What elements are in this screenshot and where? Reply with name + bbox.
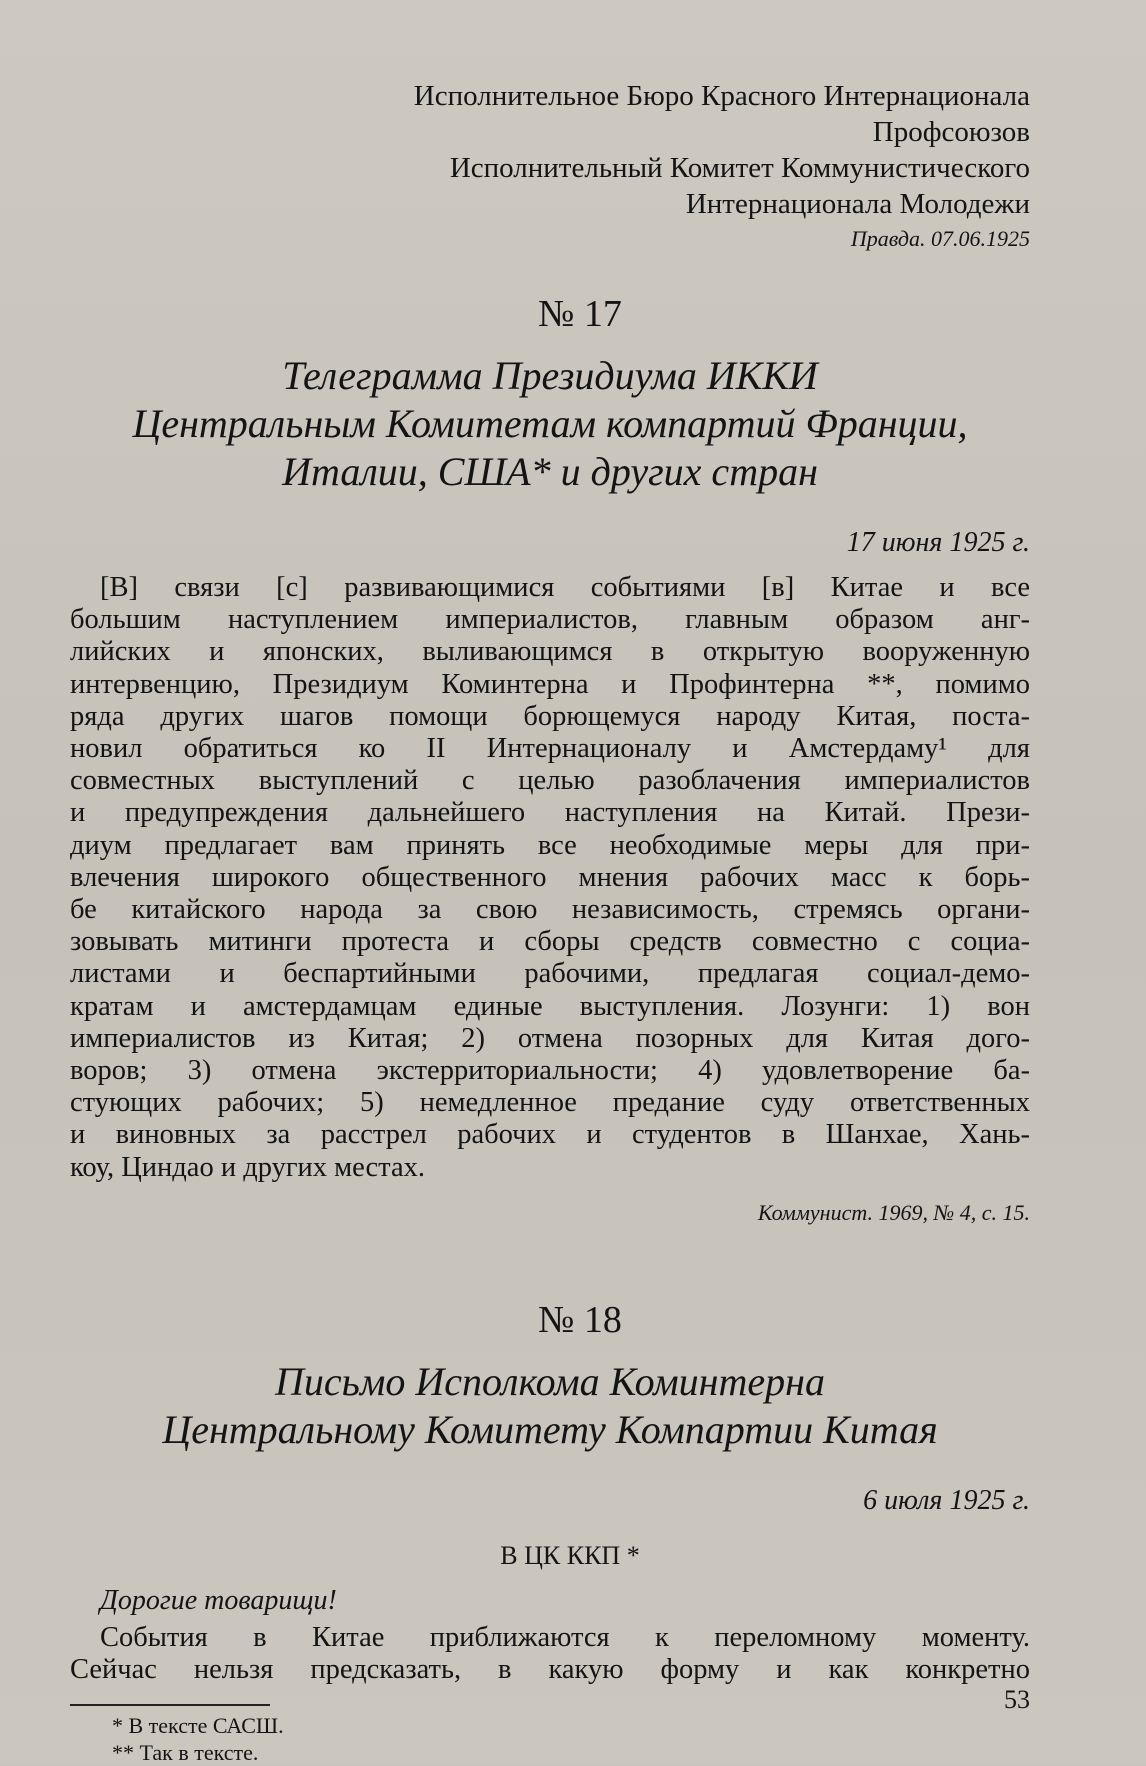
doc18-greeting: Дорогие товарищи! [100, 1584, 337, 1616]
footnotes [70, 1712, 1030, 1766]
footnote-divider [70, 1704, 270, 1706]
doc17-number: № 17 [538, 293, 622, 335]
body-line: Сейчас нельзя предсказать, в какую форму и как конкретно [70, 1654, 1030, 1686]
doc18-title [70, 1358, 1030, 1454]
body-line: новил обратиться ко II Интернационалу и Амстердаму¹ для [70, 733, 1030, 765]
doc17-date: 17 июня 1925 г. [846, 527, 1030, 558]
body-line: коу, Циндао и других местах. [70, 1151, 426, 1183]
doc17-title-line: Центральным Комитетам компартий Франции, [132, 401, 968, 446]
body-line: кратам и амстердамцам единые выступления. Лозунги: 1) вон [70, 990, 1030, 1022]
body-line: большим наступлением империалистов, главным образом анг- [70, 604, 1030, 636]
body-line: влечения широкого общественного мнения рабочих масс к борь- [70, 861, 1030, 893]
body-line: стующих рабочих; 5) немедленное предание суду ответственных [70, 1087, 1030, 1119]
body-line: листами и беспартийными рабочими, предлагая социал-демо- [70, 958, 1030, 990]
body-line: и предупреждения дальнейшего наступления на Китай. Прези- [70, 797, 1030, 829]
body-line: зовывать митинги протеста и сборы средств совместно с социа- [70, 926, 1030, 958]
header-line: Исполнительное Бюро Красного Интернационала [413, 80, 1030, 112]
doc17-citation: Коммунист. 1969, № 4, с. 15. [757, 1199, 1030, 1225]
header-line: Профсоюзов [872, 116, 1030, 148]
body-line: бе китайского народа за свою независимость, стремясь органи- [70, 894, 1030, 926]
doc18-title-line: Центральному Комитету Компартии Китая [162, 1406, 938, 1452]
doc18-title-line: Письмо Исполкома Коминтерна [274, 1358, 826, 1404]
header-line: Исполнительный Комитет Коммунистического [449, 152, 1030, 184]
body-line: ряда других шагов помощи борющемуся народу Китая, поста- [70, 700, 1030, 732]
body-line: [В] связи [с] развивающимися событиями [в] Китае и все [100, 572, 1030, 603]
doc17-title [70, 352, 1030, 496]
doc17-body [70, 572, 1030, 1184]
header-block [70, 78, 1030, 222]
footnote: ** Так в тексте. [112, 1740, 259, 1766]
doc17-title-line: Италии, США* и других стран [282, 449, 818, 494]
doc17-title-line: Телеграмма Президиума ИККИ [282, 353, 818, 398]
header-line: Интернационала Молодежи [685, 188, 1030, 220]
body-line: и виновных за расстрел рабочих и студентов в Шанхае, Хань- [70, 1119, 1030, 1151]
footnote: * В тексте САСШ. [112, 1713, 284, 1739]
body-line: События в Китае приближаются к переломному моменту. [100, 1621, 1030, 1653]
header-source: Правда. 07.06.1925 [850, 226, 1030, 251]
doc18-body [70, 1622, 1030, 1686]
doc18-date: 6 июля 1925 г. [863, 1484, 1030, 1516]
doc18-addressee: В ЦК ККП * [500, 1540, 640, 1570]
body-line: воров; 3) отмена экстерриториальности; 4) удовлетворение ба- [70, 1055, 1030, 1087]
doc18-number: № 18 [538, 1298, 622, 1341]
body-line: интервенцию, Президиум Коминтерна и Профинтерна **, помимо [70, 668, 1030, 700]
page-number: 53 [1004, 1685, 1030, 1714]
body-line: империалистов из Китая; 2) отмена позорных для Китая дого- [70, 1022, 1030, 1054]
body-line: лийских и японских, выливающимся в открытую вооруженную [70, 636, 1030, 668]
body-line: диум предлагает вам принять все необходимые меры для при- [70, 829, 1030, 861]
body-line: совместных выступлений с целью разоблачения империалистов [70, 765, 1030, 797]
